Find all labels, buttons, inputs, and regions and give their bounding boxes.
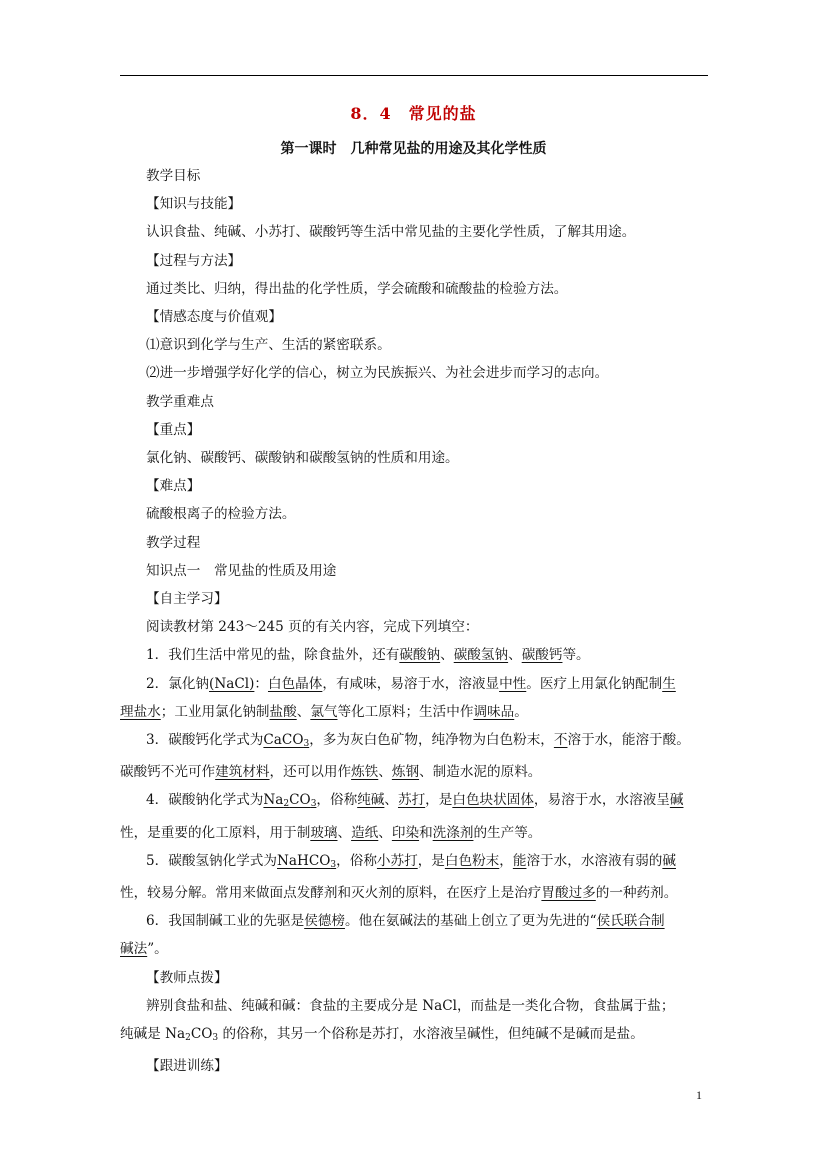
answer-blank: 小苏打	[376, 852, 418, 869]
answer-blank: 生	[662, 675, 676, 692]
answer-blank: 印染	[391, 824, 420, 841]
answer-blank: 不	[553, 732, 568, 749]
answer-blank: 白色块状固体	[452, 792, 534, 809]
paragraph: 纯碱是 $Na_2CO_3$ 的俗称，其另一个俗称是苏打，水溶液呈碱性，但纯碱不是碱而是盐。	[120, 1026, 644, 1044]
answer-blank: NaHCO$_3$	[277, 852, 337, 870]
page-subtitle: 第一课时 几种常见盐的用途及其化学性质	[280, 141, 547, 157]
paragraph: ⑵进一步增强学好化学的信心，树立为民族振兴、为社会进步而学习的志向。	[146, 365, 609, 382]
subsection-heading: 【知识与技能】	[146, 196, 242, 213]
answer-blank: 能	[512, 852, 527, 869]
paragraph: ⑴意识到化学与生产、生活的紧密联系。	[146, 337, 391, 354]
section-heading: 教学过程	[146, 534, 201, 551]
fill-item-2: 2．氯化钠(NaCl)：白色晶体，有咸味，易溶于水，溶液显中性。医疗上用氯化钠配制生	[146, 675, 676, 692]
page-number: 1	[696, 1088, 702, 1102]
fill-item-4: 4．碳酸钠化学式为$Na_2CO_3$，俗称纯碱、苏打，是白色块状固体，易溶于水，水溶液呈碱	[146, 792, 684, 810]
answer-blank: 碱	[662, 852, 676, 869]
answer-blank: 纯碱	[357, 792, 385, 809]
fill-item-1: 1．我们生活中常见的盐，除食盐外，还有碳酸钠、碳酸氢钠、碳酸钙等。	[146, 647, 590, 664]
section-heading: 教学目标	[146, 168, 201, 184]
answer-blank: 碱	[669, 792, 684, 809]
answer-blank: 炼钢	[391, 764, 420, 781]
fill-item-6: 6．我国制碱工业的先驱是侯德榜。他在氨碱法的基础上创立了更为先进的“侯氏联合制	[146, 913, 665, 930]
answer-blank: 碳酸钠	[399, 647, 441, 664]
subsection-heading: 【难点】	[146, 478, 201, 495]
answer-blank: 盐酸	[269, 703, 297, 720]
answer-blank: 白色粉末	[444, 852, 500, 869]
answer-blank: 炼铁	[351, 764, 379, 781]
fill-item-4-cont: 性，是重要的化工原料，用于制玻璃、造纸、印染和洗涤剂的生产等。	[120, 824, 542, 841]
answer-blank: 苏打	[397, 792, 426, 809]
answer-blank: (NaCl)	[209, 675, 255, 692]
paragraph: 阅读教材第 243～245 页的有关内容，完成下列填空：	[146, 619, 479, 636]
fill-item-2-cont: 理盐水；工业用氯化钠制盐酸、氯气等化工原料；生活中作调味品。	[120, 703, 528, 720]
subsection-heading: 【情感态度与价值观】	[146, 309, 282, 326]
answer-blank: CaCO$_3$	[263, 732, 310, 750]
knowledge-point-heading: 知识点一 常见盐的性质及用途	[146, 562, 337, 579]
subsection-heading: 【重点】	[146, 421, 201, 438]
answer-blank: 调味品	[473, 703, 515, 720]
fill-item-5: 5．碳酸氢钠化学式为NaHCO$_3$，俗称小苏打，是白色粉末，能溶于水，水溶液有弱的碱	[146, 852, 676, 870]
header-rule	[120, 75, 708, 76]
answer-blank: 洗涤剂	[432, 824, 474, 841]
paragraph: 辨别食盐和盐、纯碱和碱：食盐的主要成分是 NaCl，而盐是一类化合物，食盐属于盐；	[146, 997, 675, 1014]
answer-blank: 侯德榜	[304, 913, 345, 930]
subsection-heading: 【自主学习】	[146, 591, 228, 608]
fill-item-3: 3．碳酸钙化学式为CaCO$_3$，多为灰白色矿物，纯净物为白色粉末，不溶于水，能溶于酸。	[146, 732, 690, 750]
answer-blank: 造纸	[351, 824, 379, 841]
answer-blank: 胃酸过多	[541, 885, 596, 902]
answer-blank: 碳酸氢钠	[453, 647, 509, 664]
answer-blank: 碱法	[120, 941, 148, 958]
document-body	[120, 162, 708, 1081]
answer-blank: 氯气	[310, 703, 338, 720]
fill-item-5-cont: 性，较易分解。常用来做面点发酵剂和灭火剂的原料，在医疗上是治疗胃酸过多的一种药剂。	[120, 885, 678, 902]
subsection-heading: 【教师点拨】	[146, 969, 228, 986]
answer-blank: 玻璃	[310, 824, 338, 841]
page-title: 8．4 常见的盐	[350, 104, 477, 123]
fill-item-6-cont: 碱法”。	[120, 941, 168, 958]
subsection-heading: 【跟进训练】	[146, 1058, 228, 1075]
answer-blank: 中性	[499, 675, 527, 692]
answer-blank: 碳酸钙	[521, 647, 563, 664]
subsection-heading: 【过程与方法】	[146, 252, 242, 269]
paragraph: 认识食盐、纯碱、小苏打、碳酸钙等生活中常见盐的主要化学性质，了解其用途。	[146, 224, 636, 241]
answer-blank: $Na_2CO_3$	[263, 792, 317, 810]
answer-blank: 理盐水	[120, 703, 161, 720]
answer-blank: 白色晶体	[267, 675, 323, 692]
section-heading: 教学重难点	[146, 393, 214, 410]
answer-blank: 建筑材料	[215, 764, 270, 781]
paragraph: 硫酸根离子的检验方法。	[146, 506, 296, 523]
paragraph: 氯化钠、碳酸钙、碳酸钠和碳酸氢钠的性质和用途。	[146, 450, 459, 467]
paragraph: 通过类比、归纳，得出盐的化学性质，学会硫酸和硫酸盐的检验方法。	[146, 280, 568, 297]
answer-blank: 侯氏联合制	[596, 913, 665, 930]
fill-item-3-cont: 碳酸钙不光可作建筑材料，还可以用作炼铁、炼钢、制造水泥的原料。	[120, 764, 542, 781]
